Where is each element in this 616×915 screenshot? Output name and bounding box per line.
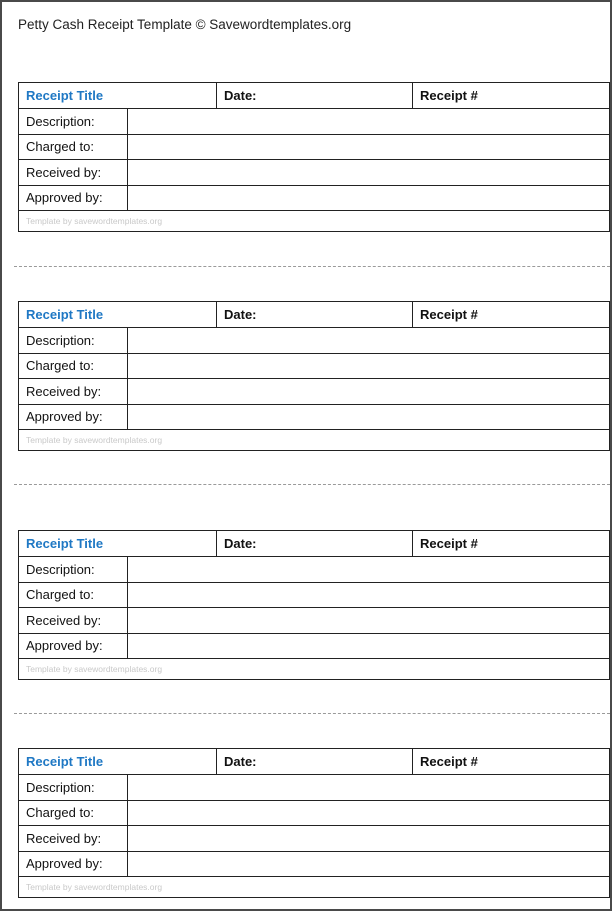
receipt-title-label: Receipt Title (19, 531, 217, 556)
charged-to-label: Charged to: (19, 135, 128, 160)
received-by-row (19, 826, 609, 852)
description-field[interactable] (128, 557, 609, 582)
template-credit: Template by savewordtemplates.org (26, 882, 163, 892)
received-by-field[interactable] (128, 160, 609, 185)
cut-line (14, 484, 610, 485)
approved-by-field[interactable] (128, 405, 609, 430)
receipt-card (18, 530, 610, 680)
charged-to-field[interactable] (128, 583, 609, 608)
receipt-card (18, 82, 610, 232)
receipt-number-label: Receipt # (420, 536, 478, 551)
date-label: Date: (217, 83, 413, 108)
document-title: Petty Cash Receipt Template © Savewordtemplates.org (18, 17, 352, 32)
received-by-row (19, 379, 609, 405)
charged-to-label: Charged to: (19, 354, 128, 379)
received-by-label: Received by: (19, 379, 128, 404)
date-label: Date: (217, 302, 413, 327)
charged-to-row (19, 801, 609, 827)
receipt-header-row (19, 531, 609, 557)
receipt-header-row (19, 302, 609, 328)
description-row (19, 328, 609, 354)
charged-to-label: Charged to: (19, 583, 128, 608)
receipt-number-label: Receipt # (420, 754, 478, 769)
description-row (19, 557, 609, 583)
charged-to-label: Charged to: (19, 801, 128, 826)
template-credit: Template by savewordtemplates.org (26, 664, 163, 674)
date-label: Date: (217, 531, 413, 556)
approved-by-row (19, 634, 609, 660)
date-label: Date: (217, 749, 413, 774)
received-by-field[interactable] (128, 608, 609, 633)
template-credit: Template by savewordtemplates.org (26, 216, 163, 226)
charged-to-field[interactable] (128, 135, 609, 160)
receipt-number-label: Receipt # (420, 88, 478, 103)
description-label: Description: (19, 328, 128, 353)
description-row (19, 775, 609, 801)
received-by-label: Received by: (19, 160, 128, 185)
charged-to-field[interactable] (128, 801, 609, 826)
approved-by-row (19, 186, 609, 212)
receipt-footer-row (19, 211, 609, 231)
description-label: Description: (19, 557, 128, 582)
receipt-title-label: Receipt Title (19, 302, 217, 327)
description-field[interactable] (128, 328, 609, 353)
receipt-footer-row (19, 659, 609, 679)
receipt-card (18, 748, 610, 898)
charged-to-row (19, 583, 609, 609)
approved-by-field[interactable] (128, 634, 609, 659)
description-label: Description: (19, 775, 128, 800)
charged-to-field[interactable] (128, 354, 609, 379)
received-by-row (19, 160, 609, 186)
approved-by-field[interactable] (128, 186, 609, 211)
description-field[interactable] (128, 775, 609, 800)
approved-by-field[interactable] (128, 852, 609, 877)
template-credit: Template by savewordtemplates.org (26, 435, 163, 445)
received-by-label: Received by: (19, 608, 128, 633)
receipt-header-row (19, 83, 609, 109)
approved-by-label: Approved by: (19, 852, 128, 877)
approved-by-label: Approved by: (19, 186, 128, 211)
description-field[interactable] (128, 109, 609, 134)
received-by-field[interactable] (128, 826, 609, 851)
receipt-footer-row (19, 430, 609, 450)
received-by-label: Received by: (19, 826, 128, 851)
receipt-card (18, 301, 610, 451)
approved-by-row (19, 405, 609, 431)
approved-by-label: Approved by: (19, 634, 128, 659)
cut-line (14, 713, 610, 714)
approved-by-label: Approved by: (19, 405, 128, 430)
description-label: Description: (19, 109, 128, 134)
receipt-footer-row (19, 877, 609, 897)
charged-to-row (19, 354, 609, 380)
receipt-title-label: Receipt Title (19, 83, 217, 108)
received-by-row (19, 608, 609, 634)
receipt-header-row (19, 749, 609, 775)
approved-by-row (19, 852, 609, 878)
cut-line (14, 266, 610, 267)
received-by-field[interactable] (128, 379, 609, 404)
description-row (19, 109, 609, 135)
receipt-number-label: Receipt # (420, 307, 478, 322)
receipt-title-label: Receipt Title (19, 749, 217, 774)
charged-to-row (19, 135, 609, 161)
